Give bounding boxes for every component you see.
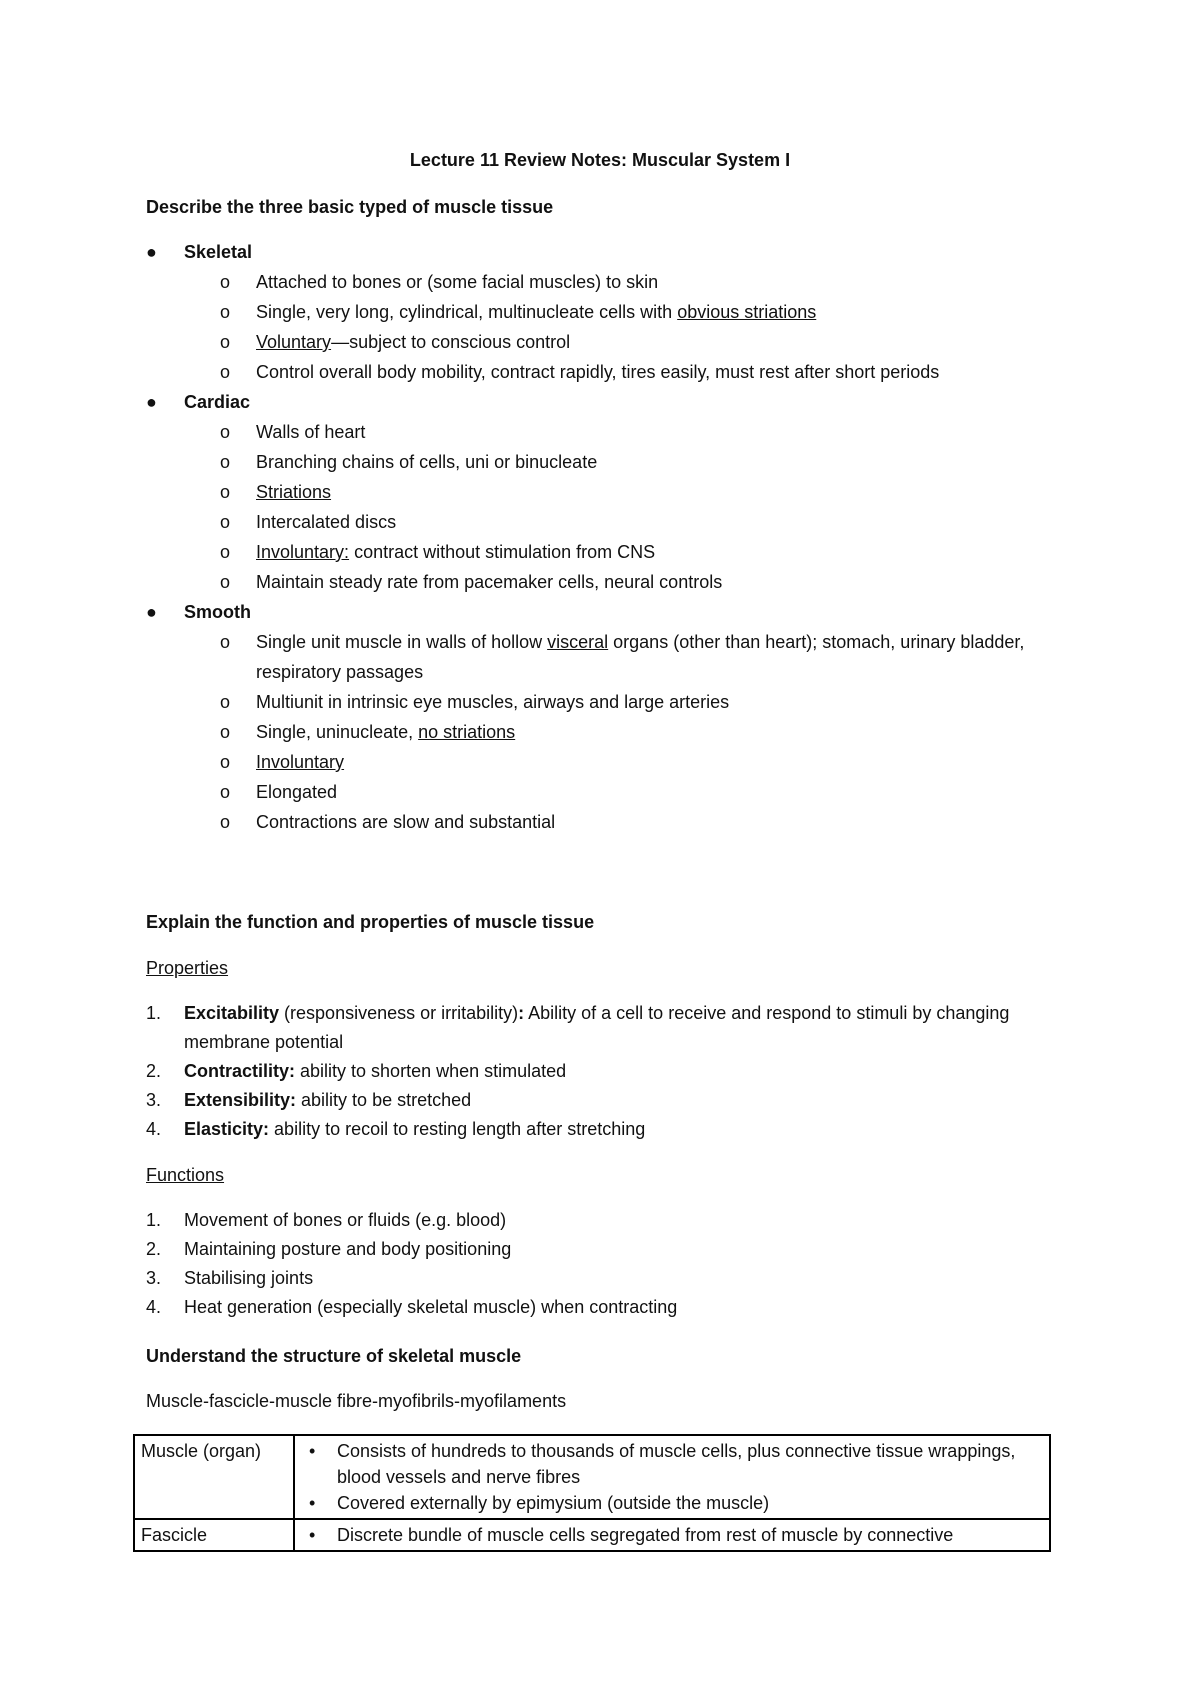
table-bullet-glyph: •	[309, 1525, 316, 1545]
function-item	[146, 1264, 1076, 1293]
muscle-type-point	[146, 687, 1076, 717]
property-number: 1.	[146, 1003, 162, 1023]
property-qualifier: (responsiveness or irritability)	[279, 1003, 519, 1023]
sub-bullet-glyph: o	[220, 452, 231, 472]
point-text: Maintain steady rate from pacemaker cells, neural controls	[256, 572, 723, 592]
sub-bullet-glyph: o	[220, 782, 231, 802]
table-bullet-item	[301, 1522, 1043, 1548]
sub-bullet-glyph: o	[220, 362, 231, 382]
table-row-label: Fascicle	[134, 1519, 294, 1551]
table-row-content	[294, 1435, 1050, 1519]
muscle-type-point	[146, 627, 1076, 687]
point-underlined-text: no striations	[418, 722, 516, 742]
bullet-glyph: ●	[146, 392, 157, 412]
table-bullet-text: Discrete bundle of muscle cells segregated from rest of muscle by connective	[337, 1525, 954, 1545]
sub-bullet-glyph: o	[220, 632, 231, 652]
table-bullet-list	[301, 1522, 1043, 1548]
muscle-type-item	[146, 237, 1076, 267]
property-description: ability to shorten when stimulated	[295, 1061, 567, 1081]
point-text: Intercalated discs	[256, 512, 397, 532]
function-number: 3.	[146, 1268, 162, 1288]
table-bullet-glyph: •	[309, 1493, 316, 1513]
function-number: 4.	[146, 1297, 162, 1317]
point-text: Single, very long, cylindrical, multinucleate cells with	[256, 302, 678, 322]
table-bullet-item	[301, 1438, 1043, 1490]
table-row	[134, 1519, 1050, 1551]
section-heading-skeletal-structure: Understand the structure of skeletal muscle	[146, 1346, 522, 1366]
point-text: Control overall body mobility, contract rapidly, tires easily, must rest after short periods	[256, 362, 940, 382]
property-description: ability to be stretched	[296, 1090, 472, 1110]
table-bullet-text: Covered externally by epimysium (outside the muscle)	[337, 1493, 770, 1513]
muscle-type-point	[146, 267, 1076, 297]
function-text: Maintaining posture and body positioning	[184, 1239, 512, 1259]
muscle-type-point	[146, 747, 1076, 777]
point-text: Branching chains of cells, uni or binucleate	[256, 452, 598, 472]
sub-bullet-glyph: o	[220, 752, 231, 772]
sub-bullet-glyph: o	[220, 812, 231, 832]
property-item	[146, 1115, 1076, 1144]
function-item	[146, 1293, 1076, 1322]
sub-bullet-glyph: o	[220, 332, 231, 352]
property-term: Excitability	[184, 1003, 280, 1023]
muscle-type-item	[146, 387, 1076, 417]
point-underlined-text: Involuntary	[256, 752, 345, 772]
sub-bullet-glyph: o	[220, 692, 231, 712]
point-text: Single, uninucleate,	[256, 722, 419, 742]
structure-table	[133, 1434, 1051, 1552]
muscle-types-list	[146, 237, 1076, 837]
muscle-type-name: Cardiac	[184, 392, 251, 412]
muscle-type-point	[146, 297, 1076, 327]
sub-bullet-glyph: o	[220, 722, 231, 742]
muscle-type-point	[146, 777, 1076, 807]
section-heading-muscle-types: Describe the three basic typed of muscle tissue	[146, 197, 554, 217]
property-item	[146, 1057, 1076, 1086]
property-number: 4.	[146, 1119, 162, 1139]
point-text: Attached to bones or (some facial muscles) to skin	[256, 272, 659, 292]
point-text: Elongated	[256, 782, 338, 802]
table-bullet-item	[301, 1490, 1043, 1516]
point-text-after: —subject to conscious control	[331, 332, 571, 352]
table-bullet-list	[301, 1438, 1043, 1516]
function-item	[146, 1206, 1076, 1235]
muscle-type-point	[146, 447, 1076, 477]
point-text-after: organs (other than heart); stomach, urinary bladder, respiratory passages	[256, 632, 1025, 682]
bullet-glyph: ●	[146, 602, 157, 622]
point-underlined-text: Involuntary:	[256, 542, 350, 562]
property-number: 2.	[146, 1061, 162, 1081]
sub-bullet-glyph: o	[220, 272, 231, 292]
function-text: Stabilising joints	[184, 1268, 314, 1288]
properties-list	[146, 999, 1076, 1144]
function-text: Movement of bones or fluids (e.g. blood)	[184, 1210, 507, 1230]
structure-hierarchy: Muscle-fascicle-muscle fibre-myofibrils-myofilaments	[146, 1391, 567, 1411]
sub-bullet-glyph: o	[220, 302, 231, 322]
point-underlined-text: Striations	[256, 482, 332, 502]
properties-label: Properties	[146, 958, 229, 978]
function-item	[146, 1235, 1076, 1264]
muscle-type-point	[146, 357, 1076, 387]
table-row-label: Muscle (organ)	[134, 1435, 294, 1519]
muscle-type-name: Skeletal	[184, 242, 253, 262]
property-term: Elasticity:	[184, 1119, 270, 1139]
property-description: ability to recoil to resting length after stretching	[269, 1119, 646, 1139]
section-heading-function-properties: Explain the function and properties of muscle tissue	[146, 912, 595, 932]
bullet-glyph: ●	[146, 242, 157, 262]
sub-bullet-glyph: o	[220, 422, 231, 442]
functions-list	[146, 1206, 1076, 1322]
muscle-type-name: Smooth	[184, 602, 251, 622]
muscle-type-point	[146, 537, 1076, 567]
point-text-after: contract without stimulation from CNS	[349, 542, 656, 562]
sub-bullet-glyph: o	[220, 572, 231, 592]
property-description: Ability of a cell to receive and respond to stimuli by changing membrane potential	[184, 1003, 1010, 1052]
point-underlined-text: obvious striations	[677, 302, 817, 322]
muscle-type-point	[146, 567, 1076, 597]
function-number: 2.	[146, 1239, 162, 1259]
table-row-content	[294, 1519, 1050, 1551]
point-text: Contractions are slow and substantial	[256, 812, 556, 832]
point-underlined-text: Voluntary	[256, 332, 332, 352]
functions-label: Functions	[146, 1165, 225, 1185]
muscle-type-point	[146, 327, 1076, 357]
table-bullet-glyph: •	[309, 1441, 316, 1461]
property-term: Contractility:	[184, 1061, 296, 1081]
point-underlined-text: visceral	[547, 632, 609, 652]
sub-bullet-glyph: o	[220, 512, 231, 532]
muscle-type-point	[146, 477, 1076, 507]
function-number: 1.	[146, 1210, 162, 1230]
table-row	[134, 1435, 1050, 1519]
muscle-type-item	[146, 597, 1076, 627]
property-number: 3.	[146, 1090, 162, 1110]
table-bullet-text: Consists of hundreds to thousands of muscle cells, plus connective tissue wrappings, blood vessels and nerve fibres	[337, 1441, 1016, 1487]
property-item	[146, 999, 1076, 1057]
property-colon: :	[518, 1003, 525, 1023]
muscle-type-point	[146, 807, 1076, 837]
point-text: Walls of heart	[256, 422, 366, 442]
property-term: Extensibility:	[184, 1090, 297, 1110]
muscle-type-point	[146, 507, 1076, 537]
sub-bullet-glyph: o	[220, 482, 231, 502]
function-text: Heat generation (especially skeletal muscle) when contracting	[184, 1297, 678, 1317]
point-text: Multiunit in intrinsic eye muscles, airways and large arteries	[256, 692, 730, 712]
muscle-type-point	[146, 417, 1076, 447]
property-item	[146, 1086, 1076, 1115]
point-text: Single unit muscle in walls of hollow	[256, 632, 548, 652]
document-title: Lecture 11 Review Notes: Muscular System I	[409, 150, 791, 170]
sub-bullet-glyph: o	[220, 542, 231, 562]
muscle-type-point	[146, 717, 1076, 747]
